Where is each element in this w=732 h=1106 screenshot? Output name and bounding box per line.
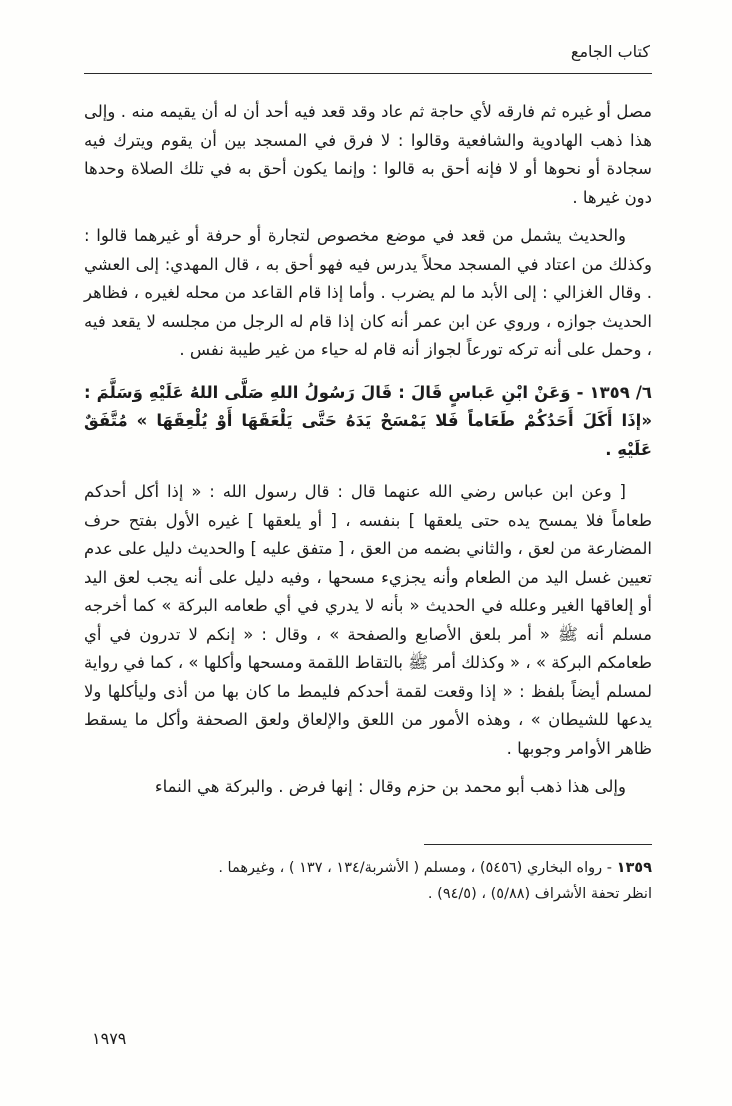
body-paragraph: مصل أو غيره ثم فارقه لأي حاجة ثم عاد وقد قعد فيه أحد أن له أن يقيمه منه . وإلى هذا ذهب الهادوية والشافعية وقالوا : لا فرق في المسجد بين أن يقوم ويترك فيه سجادة أو نحوها أو لا فإنه أحق به قالوا : وإنما يكون أحق به في تلك الصلاة وحدها دون غيرها . — [84, 102, 652, 207]
header-rule — [84, 73, 652, 74]
page-body — [84, 98, 652, 802]
hadith-paragraph: ٦/ ١٣٥٩ - وَعَنْ ابْنِ عَباسٍ قَالَ : قَالَ رَسُولُ اللهِ صَلَّى اللهُ عَلَيْهِ وَسَلَّمَ : «إذَا أَكَلَ أَحَدُكُمْ طَعَاماً فَلا يَمْسَحْ يَدَهُ حَتَّى يَلْعَقَهَا أَوْ يُلْعِقَهَا » مُتَّفَقٌ عَلَيْهِ . — [84, 382, 652, 459]
running-header-title: كتاب الجامع — [570, 42, 650, 61]
body-paragraph: وإلى هذا ذهب أبو محمد بن حزم وقال : إنها فرض . والبركة هي النماء — [154, 777, 626, 796]
footnote-ref-text: - رواه البخاري (٥٤٥٦) ، ومسلم ( الأشربة/١٣٤ ، ١٣٧ ) ، وغيرهما . — [218, 859, 612, 876]
body-paragraph: والحديث يشمل من قعد في موضع مخصوص لتجارة أو حرفة أو غيرهما قالوا : وكذلك من اعتاد في المسجد محلاً يدرس فيه فهو أحق به ، قال المهدي: إلى العشي . وقال الغزالي : إلى الأبد ما لم يضرب . وأما إذا قام القاعد من محله لغيره ، فظاهر الحديث جوازه ، وروي عن ابن عمر أنه كان إذا قام له الرجل من مجلسه لا يقعد فيه ، وحمل على أنه تركه تورعاً لجواز أنه قام له حياء من غير طيبة نفس . — [84, 226, 652, 359]
footnote-line: انظر تحفة الأشراف (٥/٨٨) ، (٩٤/٥) . — [427, 885, 652, 902]
footnote-separator — [424, 844, 652, 845]
page-number: ١٩٧٩ — [92, 1029, 127, 1048]
footnote-block — [84, 844, 652, 907]
footnote-line — [84, 855, 652, 881]
commentary-paragraph: [ وعن ابن عباس رضي الله عنهما قال : قال رسول الله : « إذا أكل أحدكم طعاماً فلا يمسح يده حتى يلعقها ] بنفسه ، [ أو يلعقها ] غيره الأول بفتح حرف المضارعة من لعق ، والثاني بضمه من العق ، [ متفق عليه ] والحديث دليل على عدم تعيين غسل اليد من الطعام وأنه يجزيء مسحها ، وفيه دليل على أنه يجب لعق اليد أو إلعاقها الغير وعلله في الحديث « بأنه لا يدري في أي طعامه البركة » كما أخرجه مسلم أنه ﷺ « أمر بلعق الأصابع والصفحة » ، وقال : « إنكم لا تدرون في أي طعامكم البركة » ، « وكذلك أمر ﷺ بالتقاط اللقمة ومسحها وأكلها » ، كما في رواية لمسلم أيضاً بلفظ : « إذا وقعت لقمة أحدكم فليمط ما كان بها من أذى وليأكلها ولا يدعها للشيطان » ، وهذه الأمور من اللعق والإلعاق ولعق الصحفة وأكل ما يسقط ظاهر الأوامر وجوبها . — [84, 482, 652, 758]
footnote-ref-number: ١٣٥٩ — [616, 859, 652, 876]
